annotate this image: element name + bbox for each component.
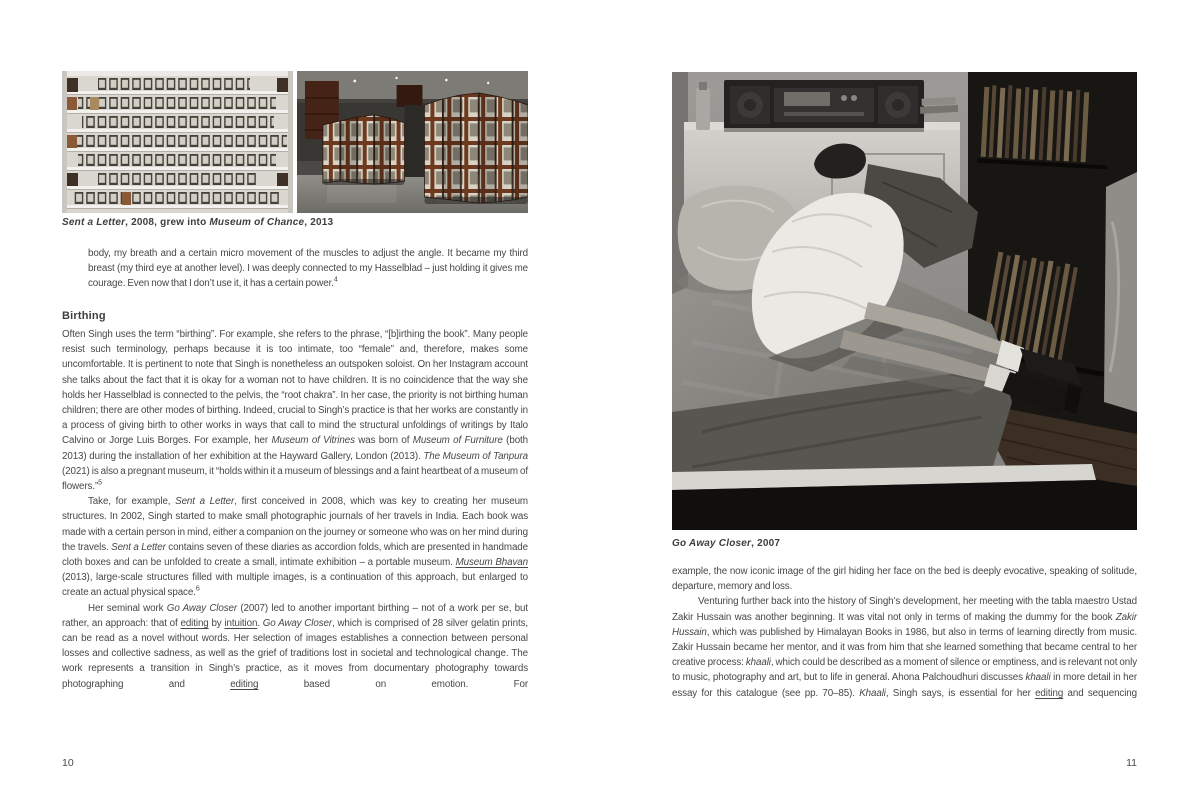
bed-illustration [672, 72, 1137, 530]
paragraph: example, the now iconic image of the girl hiding her face on the bed is deeply evocative, speaking of solitude, departure, memory and loss. [672, 566, 1137, 593]
gallery-illustration [297, 71, 528, 213]
paragraph: Often Singh uses the term “birthing”. For example, she refers to the phrase, “[b]irthing the book”. Many people resist such terminology, perhaps because it is too intimate, too “female” and, therefore, makes some uncomfortable. It is pertinent to note that Singh is nonetheless an outspoken soloist. On her Instagram account she talks about the fact that it is okay for a woman not to have children. It is no coincidence that the way she holds her Hasselblad is connected to the pelvis, the “root chakra”. In her case, the priority is not birthing human children; there are other modes of birthing. Indeed, crucial to Singh’s practice is that her works are constantly in a process of giving birth to other works in ways that call to mind the structural unfoldings of writings by Italo Calvino or Jorge Luis Borges. For example, her Museum of Vitrines was born of Museum of Furniture (both 2013) during the installation of her exhibition at the Hayward Gallery, London (2013). The Museum of Tanpura (2021) is also a pregnant museum, it “holds within it a museum of blessings and a faint heartbeat of a museum of flowers.”$^5$ [62, 329, 529, 493]
body-text-left [62, 327, 528, 692]
paragraph: Take, for example, Sent a Letter, first conceived in 2008, which was key to creating her museum structures. In 2002, Singh started to make small photographic journals of her travels in India. Each book was made with a certain person in mind, either a companion on the journey or someone who was on her mind during the travels. Sent a Letter contains seven of these diaries as accordion folds, which are presented in handmade cloth boxes and can be unfolded to create a small, intimate exhibition – a portable museum. Museum Bhavan (2013), large-scale structures filled with multiple images, is a continuation of this approach, but enlarged to create an actual physical space.$^6$ [62, 496, 529, 599]
paragraph: Venturing further back into the history of Singh’s development, her meeting with the tabla maestro Ustad Zakir Hussain was another beginning. It was vital not only in terms of making the dummy for the book Zakir Hussain, which was published by Himalayan Books in 1986, but also in terms of learning directly from music. Zakir Hussain became her mentor, and it was from him that she learned something that became central to her creative process: khaali, which could be described as a moment of silence or emptiness, and is relevant not only to music, photography and art, but to life in general. Ahona Palchoudhuri discusses khaali in more detail in her essay for this catalogue (see pp. 70–85). Khaali, Singh says, is essential for her editing and sequencing [672, 596, 1137, 699]
figure-caption: Go Away Closer, 2007 [672, 538, 781, 549]
block-quote: body, my breath and a certain micro movement of the muscles to adjust the angle. It became my third breast (my third eye at another level). I was deeply connected to my Hasselblad – just holding it gives me courage. Even now that I don’t use it, it has a certain power.$^4$ [88, 248, 528, 290]
paragraph: Her seminal work Go Away Closer (2007) led to another important birthing – not of a work per se, but rather, an approach: that of editing by intuition. Go Away Closer, which is comprised of 28 silver gelatin prints, can be read as a novel without words. Her selection of images establishes a connection between personal losses and collective sadness, as well as the grief of traditions lost in societal and technological change. The work represents a transition in Singh’s practice, as it moves from documentary photography towards photographing and editing based on emotion. For [62, 602, 528, 690]
figures-row [62, 71, 528, 213]
page-number-left: 10 [62, 757, 74, 769]
go-away-closer-photo [672, 72, 1137, 530]
section-heading: Birthing [62, 310, 106, 322]
page-right [672, 0, 1137, 800]
page-left [62, 0, 528, 800]
figure-caption: Sent a Letter, 2008, grew into Museum of Chance, 2013 [62, 217, 334, 228]
body-text-right [672, 564, 1137, 701]
gallery-installation-photo [297, 71, 528, 213]
shelves-illustration [62, 71, 293, 213]
museum-of-chance-shelves-photo [62, 71, 293, 213]
page-number-right: 11 [1126, 757, 1137, 769]
